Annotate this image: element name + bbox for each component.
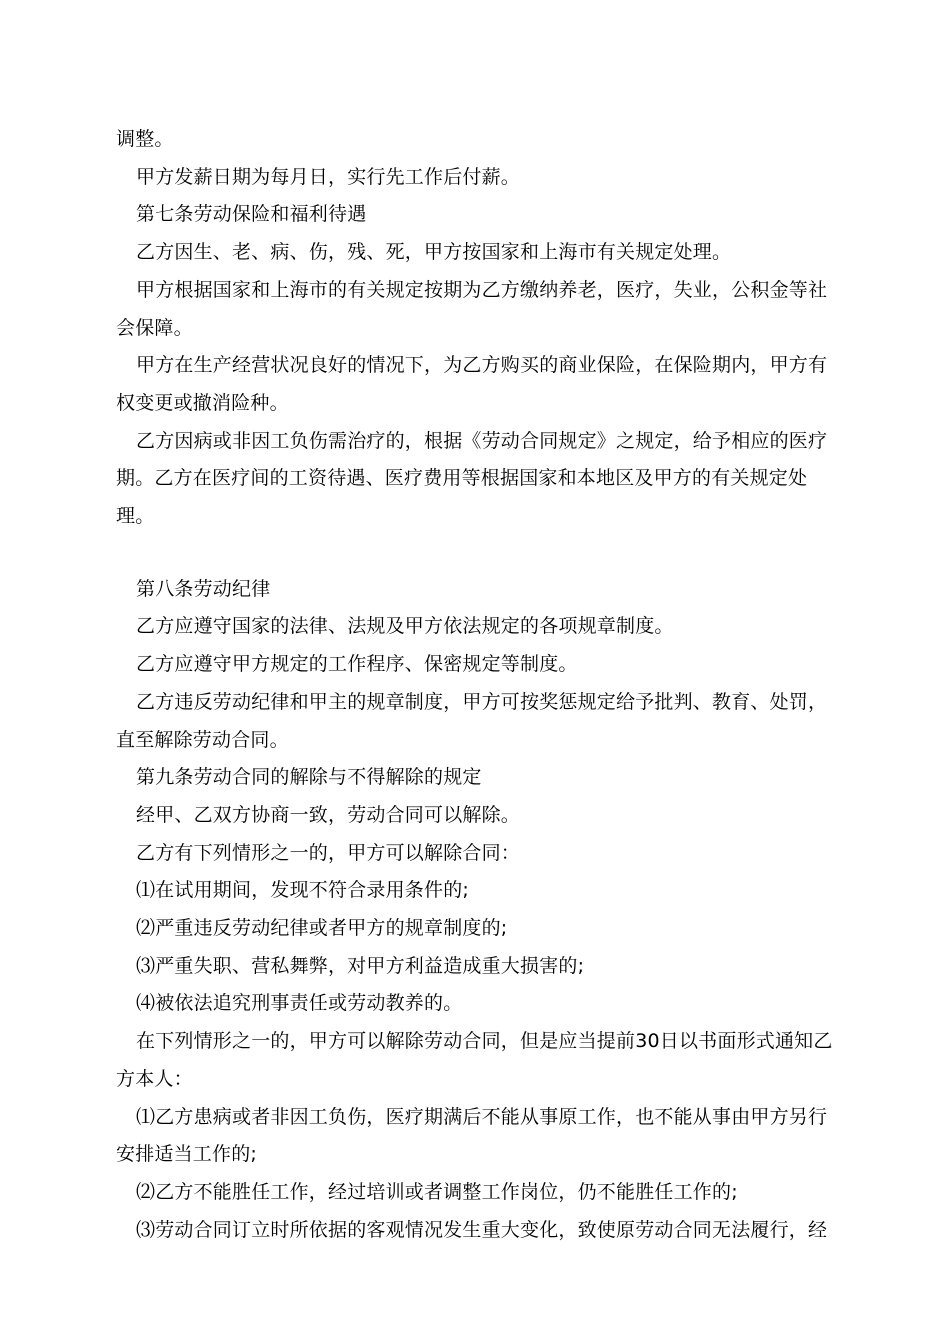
paragraph: 乙方应遵守甲方规定的工作程序、保密规定等制度。 [136, 653, 578, 676]
list-item: ⑴在试用期间，发现不符合录用条件的; [136, 879, 470, 902]
paragraph: 甲方根据国家和上海市的有关规定按期为乙方缴纳养老，医疗，失业，公积金等社会保障。 [116, 278, 828, 339]
list-item: ⑵乙方不能胜任工作，经过培训或者调整工作岗位，仍不能胜任工作的; [136, 1180, 738, 1203]
paragraph: 乙方因病或非因工负伤需治疗的，根据《劳动合同规定》之规定，给予相应的医疗期。乙方在医疗间的工资待遇、医疗费用等根据国家和本地区及甲方的有关规定处理。 [116, 429, 828, 528]
list-item: ⑷被依法追究刑事责任或劳动教养的。 [136, 992, 463, 1015]
paragraph: 调整。 [116, 128, 174, 150]
paragraph: 乙方应遵守国家的法律、法规及甲方依法规定的各项规章制度。 [136, 615, 674, 638]
section-heading: 第九条劳动合同的解除与不得解除的规定 [136, 766, 482, 789]
paragraph: 甲方发薪日期为每月日，实行先工作后付薪。 [136, 165, 521, 188]
list-item: ⑶劳动合同订立时所依据的客观情况发生重大变化，致使原劳动合同无法履行，经 [136, 1218, 828, 1241]
paragraph: 在下列情形之一的，甲方可以解除劳动合同，但是应当提前30日以书面形式通知乙方本人： [116, 1030, 833, 1090]
list-item: ⑶严重失职、营私舞弊，对甲方利益造成重大损害的; [136, 954, 585, 977]
section-heading: 第八条劳动纪律 [136, 577, 271, 600]
paragraph: 乙方有下列情形之一的，甲方可以解除合同： [136, 841, 521, 864]
section-heading: 第七条劳动保险和福利待遇 [136, 203, 367, 226]
list-item: ⑴乙方患病或者非因工负伤，医疗期满后不能从事原工作，也不能从事由甲方另行安排适当工作的; [116, 1105, 828, 1166]
paragraph: 经甲、乙双方协商一致，劳动合同可以解除。 [136, 803, 521, 826]
document-body [116, 121, 844, 1249]
paragraph: 甲方在生产经营状况良好的情况下，为乙方购买的商业保险，在保险期内，甲方有权变更或撤消险种。 [116, 354, 828, 414]
paragraph: 乙方违反劳动纪律和甲主的规章制度，甲方可按奖惩规定给予批判、教育、处罚，直至解除劳动合同。 [116, 690, 828, 751]
paragraph: 乙方因生、老、病、伤，残、死，甲方按国家和上海市有关规定处理。 [136, 241, 732, 264]
list-item: ⑵严重违反劳动纪律或者甲方的规章制度的; [136, 917, 508, 940]
